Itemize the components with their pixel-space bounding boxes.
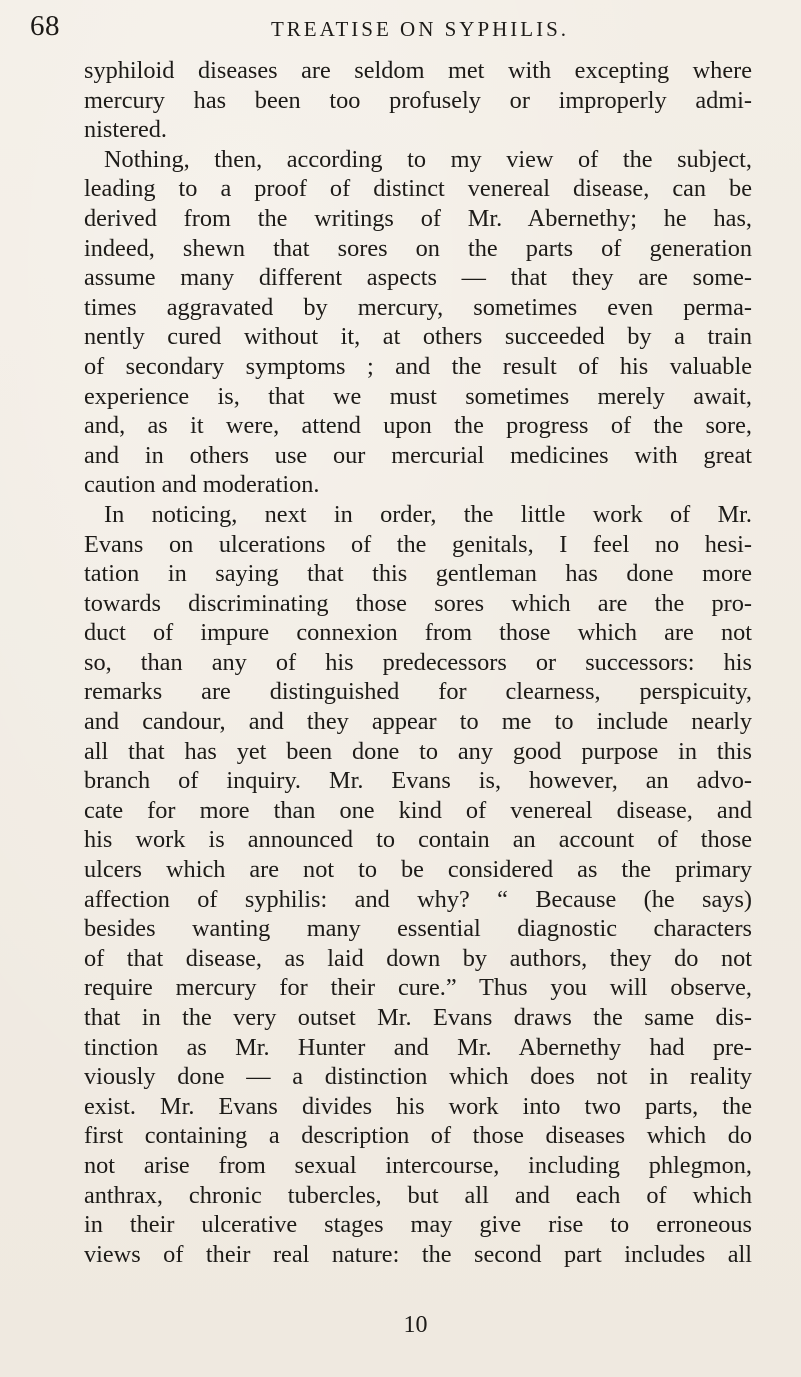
- text-line: affection of syphilis: and why? “ Because (he says): [84, 885, 752, 913]
- text-line: exist. Mr. Evans divides his work into two parts, the: [84, 1092, 752, 1120]
- text-line: views of their real nature: the second part includes all: [84, 1240, 752, 1268]
- text-line: his work is announced to contain an account of those: [84, 826, 752, 854]
- text-line: so, than any of his predecessors or successors: his: [84, 648, 752, 676]
- text-line: In noticing, next in order, the little work of Mr.: [104, 500, 752, 528]
- text-line: anthrax, chronic tubercles, but all and each of which: [84, 1181, 752, 1209]
- body-text: [84, 56, 752, 1269]
- text-line: experience is, that we must sometimes merely await,: [84, 382, 752, 410]
- text-line: besides wanting many essential diagnostic characters: [84, 915, 752, 943]
- text-line: syphiloid diseases are seldom met with excepting where: [84, 57, 752, 84]
- signature-mark: 10: [403, 1312, 428, 1338]
- text-line: of that disease, as laid down by authors, they do not: [84, 944, 752, 972]
- text-line: and in others use our mercurial medicines with great: [84, 441, 752, 469]
- text-line: derived from the writings of Mr. Abernethy; he has,: [84, 204, 752, 232]
- text-line: and candour, and they appear to me to include nearly: [84, 708, 752, 736]
- text-line: tinction as Mr. Hunter and Mr. Abernethy had pre-: [84, 1033, 752, 1061]
- text-line: towards discriminating those sores which are the pro-: [84, 589, 752, 617]
- text-line: Nothing, then, according to my view of the subject,: [104, 145, 752, 173]
- text-line: nistered.: [84, 116, 167, 144]
- text-line: cate for more than one kind of venereal disease, and: [84, 796, 752, 824]
- text-line: assume many different aspects — that they are some-: [84, 264, 752, 292]
- text-line: remarks are distinguished for clearness, perspicuity,: [84, 678, 752, 706]
- text-line: tation in saying that this gentleman has done more: [84, 560, 752, 588]
- text-line: viously done — a distinction which does not in reality: [84, 1063, 752, 1091]
- text-line: times aggravated by mercury, sometimes even perma-: [84, 293, 752, 321]
- text-line: branch of inquiry. Mr. Evans is, however, an advo-: [84, 767, 752, 795]
- text-line: leading to a proof of distinct venereal disease, can be: [84, 175, 752, 203]
- text-line: of secondary symptoms ; and the result of his valuable: [84, 352, 752, 380]
- text-line: and, as it were, attend upon the progress of the sore,: [84, 412, 752, 440]
- text-line: mercury has been too profusely or improperly admi-: [84, 86, 752, 114]
- text-line: ulcers which are not to be considered as the primary: [84, 856, 752, 884]
- page-number: 68: [30, 10, 60, 42]
- text-line: nently cured without it, at others succeeded by a train: [84, 323, 752, 351]
- running-head: [30, 10, 770, 50]
- text-line: all that has yet been done to any good purpose in this: [84, 737, 752, 765]
- text-line: Evans on ulcerations of the genitals, I feel no hesi-: [84, 530, 752, 558]
- text-line: require mercury for their cure.” Thus you will observe,: [84, 974, 752, 1002]
- text-line: in their ulcerative stages may give rise to erroneous: [84, 1211, 752, 1239]
- running-title: TREATISE ON SYPHILIS.: [270, 17, 570, 41]
- text-line: first containing a description of those diseases which do: [84, 1122, 752, 1150]
- text-line: duct of impure connexion from those which are not: [84, 619, 752, 647]
- text-line: that in the very outset Mr. Evans draws the same dis-: [84, 1004, 752, 1031]
- text-line: indeed, shewn that sores on the parts of generation: [84, 234, 752, 262]
- text-line: caution and moderation.: [84, 471, 320, 499]
- text-line: not arise from sexual intercourse, including phlegmon,: [84, 1151, 752, 1179]
